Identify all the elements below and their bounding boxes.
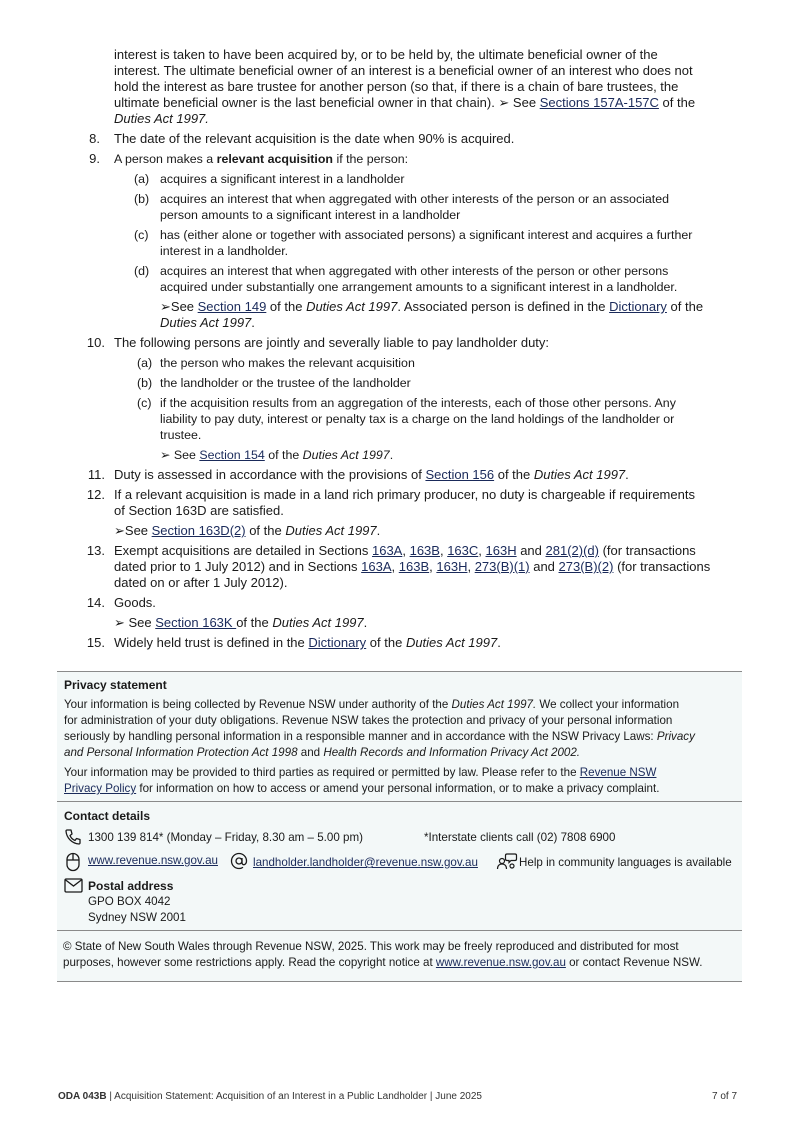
divider <box>57 981 742 982</box>
item-number: 10. <box>86 335 105 350</box>
item-10-text: The following persons are jointly and severally liable to pay landholder duty: <box>114 335 550 350</box>
intro-line-2: interest. The ultimate beneficial owner of an interest is a beneficial owner of an interest who does not <box>114 63 693 78</box>
section-163b-link[interactable]: 163B <box>398 559 430 574</box>
section-163a-link[interactable]: 163A <box>371 543 403 558</box>
sub-label: (c) <box>134 228 149 242</box>
sub-label: (c) <box>137 396 152 410</box>
section-163c-link[interactable]: 163C <box>447 543 479 558</box>
phone-icon <box>64 828 82 846</box>
item-10b-text: the landholder or the trustee of the landholder <box>160 376 411 390</box>
dictionary-link[interactable]: Dictionary <box>609 299 667 314</box>
privacy-line-3: seriously by handling personal information in a responsible manner and in accordance with the NSW Privacy Laws: Privacy <box>64 730 695 743</box>
item-9-text: A person makes a relevant acquisition if the person: <box>114 152 409 166</box>
item-9b-text-2: person amounts to a significant interest in a landholder <box>160 208 461 222</box>
website-link[interactable]: www.revenue.nsw.gov.au <box>88 854 218 867</box>
intro-line-3: hold the interest as bare trustee for another person (so that, if there is a chain of bare trustees, the <box>114 79 679 94</box>
item-10-see: ➢ See Section 154 of the Duties Act 1997. <box>160 448 394 462</box>
item-number: 11. <box>87 467 105 482</box>
section-163k-link[interactable]: Section 163K <box>155 615 237 630</box>
intro-line-5: Duties Act 1997. <box>114 111 209 126</box>
section-163b-link[interactable]: 163B <box>409 543 440 558</box>
item-number: 14. <box>86 595 105 610</box>
section-163h-link[interactable]: 163H <box>485 543 517 558</box>
item-13-text-3: dated on or after 1 July 2012). <box>114 575 288 590</box>
privacy-line-6: Privacy Policy for information on how to access or amend your personal information, or to make a privacy complaint. <box>64 782 660 795</box>
envelope-icon <box>64 878 83 893</box>
item-9a-text: acquires a significant interest in a landholder <box>160 172 405 186</box>
item-10c-text-1: if the acquisition results from an aggregation of the interests, each of those other persons. Any <box>160 396 676 410</box>
item-number: 13. <box>86 543 105 558</box>
sections-157a-157c-link[interactable]: Sections 157A-157C <box>539 95 659 110</box>
postal-line-2: Sydney NSW 2001 <box>88 911 186 924</box>
email-line <box>253 855 478 871</box>
item-14-see: ➢ See Section 163K of the Duties Act 1997. <box>114 615 368 630</box>
copyright-line-2: purposes, however some restrictions apply. Read the copyright notice at www.revenue.nsw.gov.au or contact Revenue NSW. <box>63 956 703 969</box>
item-13-text-2: dated prior to 1 July 2012) and in Sections 163A, 163B, 163H, 273(B)(1) and 273(B)(2) (for transactions <box>114 559 711 574</box>
item-9-see-line-2: Duties Act 1997. <box>160 315 255 330</box>
item-12-see: ➢See Section 163D(2) of the Duties Act 1997. <box>114 523 381 538</box>
privacy-line-5: Your information may be provided to third parties as required or permitted by law. Please refer to the Revenue NSW <box>64 766 657 779</box>
item-8-text: The date of the relevant acquisition is the date when 90% is acquired. <box>114 131 515 146</box>
item-14-text: Goods. <box>114 595 156 610</box>
mouse-icon <box>65 852 81 872</box>
page-footer: ODA 043B | Acquisition Statement: Acquisition of an Interest in a Public Landholder | June 2025 <box>58 1091 482 1102</box>
item-9d-text-2: acquired under substantially one arrangement amounts to a significant interest in a landholder. <box>160 280 678 294</box>
interstate-phone: *Interstate clients call (02) 7808 6900 <box>424 831 616 844</box>
item-9-see: ➢See Section 149 of the Duties Act 1997. Associated person is defined in the Dictionary of the <box>160 299 704 314</box>
email-link[interactable]: landholder.landholder@revenue.nsw.gov.au <box>253 856 478 869</box>
item-10c-text-2: liability to pay duty, interest or penalty tax is a charge on the land holdings of the landholder or <box>160 412 675 426</box>
revenue-nsw-privacy-link[interactable]: Revenue NSW <box>579 766 657 779</box>
privacy-line-4: and Personal Information Protection Act 1998 and Health Records and Information Privacy Act 2002. <box>64 746 581 759</box>
at-sign-icon <box>230 852 248 870</box>
item-15-text: Widely held trust is defined in the Dictionary of the Duties Act 1997. <box>114 635 501 650</box>
privacy-line-2: for administration of your duty obligations. Revenue NSW takes the protection and privacy of your personal information <box>64 714 673 727</box>
item-12-text-2: of Section 163D are satisfied. <box>114 503 284 518</box>
postal-heading: Postal address <box>88 879 174 893</box>
dictionary-link[interactable]: Dictionary <box>308 635 367 650</box>
item-number: 12. <box>86 487 105 502</box>
item-9b-text-1: acquires an interest that when aggregated with other interests of the person or an associated <box>160 192 670 206</box>
item-13-text-1: Exempt acquisitions are detailed in Sections 163A, 163B, 163C, 163H and 281(2)(d) (for transactions <box>114 543 696 558</box>
section-273b1-link[interactable]: 273(B)(1) <box>474 559 530 574</box>
section-163a-link[interactable]: 163A <box>361 559 392 574</box>
section-149-link[interactable]: Section 149 <box>197 299 267 314</box>
item-10a-text: the person who makes the relevant acquisition <box>160 356 415 370</box>
item-9c-text-2: interest in a landholder. <box>160 244 289 258</box>
privacy-line-1: Your information is being collected by Revenue NSW under authority of the Duties Act 1997. We collect your information <box>64 698 680 711</box>
divider <box>57 801 742 802</box>
divider <box>57 930 742 931</box>
privacy-policy-link[interactable]: Privacy Policy <box>64 782 137 795</box>
divider <box>57 671 742 672</box>
section-273b2-link[interactable]: 273(B)(2) <box>558 559 614 574</box>
copyright-line-1: © State of New South Wales through Revenue NSW, 2025. This work may be freely reproduced and distributed for most <box>63 940 679 953</box>
intro-line-1: interest is taken to have been acquired by, or to be held by, the ultimate beneficial owner of the <box>114 47 658 62</box>
item-9d-text-1: acquires an interest that when aggregated with other interests of the person or other persons <box>160 264 669 278</box>
sub-label: (a) <box>137 356 153 370</box>
sub-label: (b) <box>134 192 150 206</box>
website-line <box>88 853 218 869</box>
section-163h-link[interactable]: 163H <box>436 559 468 574</box>
privacy-heading: Privacy statement <box>64 678 167 692</box>
sub-label: (b) <box>137 376 153 390</box>
item-11-text: Duty is assessed in accordance with the provisions of Section 156 of the Duties Act 1997. <box>114 467 629 482</box>
contact-heading: Contact details <box>64 809 151 823</box>
page-number: 7 of 7 <box>712 1091 738 1102</box>
section-154-link[interactable]: Section 154 <box>199 448 265 462</box>
section-281-2-d-link[interactable]: 281(2)(d) <box>545 543 599 558</box>
community-languages-icon <box>496 852 518 870</box>
section-156-link[interactable]: Section 156 <box>425 467 495 482</box>
item-number: 15. <box>86 635 105 650</box>
item-10c-text-3: trustee. <box>160 428 202 442</box>
item-9c-text-1: has (either alone or together with associated persons) a significant interest and acquires a further <box>160 228 693 242</box>
section-163d2-link[interactable]: Section 163D(2) <box>151 523 246 538</box>
phone-number: 1300 139 814* (Monday – Friday, 8.30 am – 5.00 pm) <box>88 831 363 844</box>
postal-line-1: GPO BOX 4042 <box>88 895 171 908</box>
item-number: 9. <box>89 151 100 166</box>
community-languages-text: Help in community languages is available <box>519 856 732 869</box>
sub-label: (d) <box>134 264 150 278</box>
item-12-text-1: If a relevant acquisition is made in a land rich primary producer, no duty is chargeable if requirements <box>114 487 695 502</box>
sub-label: (a) <box>134 172 150 186</box>
copyright-website-link[interactable]: www.revenue.nsw.gov.au <box>435 956 566 969</box>
item-number: 8. <box>89 131 100 146</box>
intro-line-4: ultimate beneficial owner is the last beneficial owner in that chain). ➢ See Sections 157A-157C of the <box>114 95 696 110</box>
